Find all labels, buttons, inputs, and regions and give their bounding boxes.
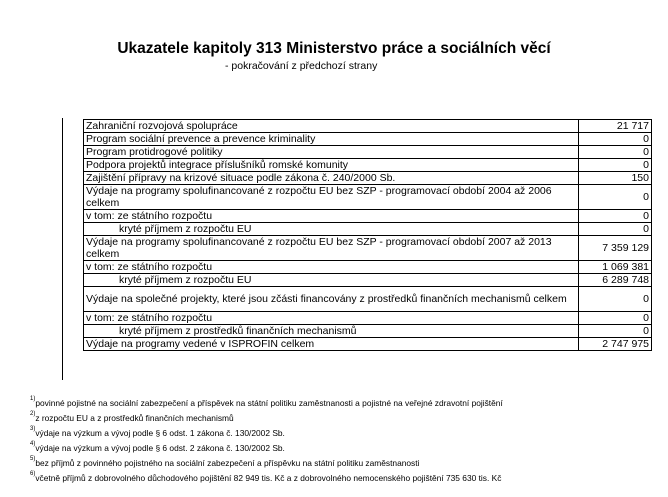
- row-label: v tom: ze státního rozpočtu: [84, 210, 579, 223]
- footnotes: [30, 396, 660, 486]
- left-margin-rule: [62, 118, 63, 380]
- table-row: [84, 120, 652, 133]
- footnote-text: z rozpočtu EU a z prostředků finančních mechanismů: [35, 413, 234, 423]
- footnote: [30, 471, 660, 486]
- row-value: 0: [579, 287, 652, 312]
- table-row: [84, 325, 652, 338]
- footnote-marker: 5): [30, 456, 36, 462]
- indicators-table: [83, 119, 652, 351]
- row-value: 150: [579, 172, 652, 185]
- row-value: 0: [579, 223, 652, 236]
- row-value: 2 747 975: [579, 338, 652, 351]
- table-row: [84, 261, 652, 274]
- footnote-marker: 1): [30, 396, 36, 402]
- row-label: Zajištění přípravy na krizové situace podle zákona č. 240/2000 Sb.: [84, 172, 579, 185]
- footnote-text: bez příjmů z povinného pojistného na sociální zabezpečení a příspěvku na státní politiku zaměstnanosti: [35, 458, 420, 468]
- footnote: [30, 441, 660, 456]
- footnote: [30, 411, 660, 426]
- row-label: v tom: ze státního rozpočtu: [84, 261, 579, 274]
- table-row: [84, 223, 652, 236]
- row-label: Program protidrogové politiky: [84, 146, 579, 159]
- footnote: [30, 426, 660, 441]
- row-value: 0: [579, 159, 652, 172]
- row-label: Výdaje na programy vedené v ISPROFIN celkem: [84, 338, 579, 351]
- row-value: 6 289 748: [579, 274, 652, 287]
- table-row: [84, 312, 652, 325]
- row-value: 0: [579, 146, 652, 159]
- row-value: 21 717: [579, 120, 652, 133]
- footnote-marker: 2): [30, 411, 36, 417]
- row-label: v tom: ze státního rozpočtu: [84, 312, 579, 325]
- row-value: 0: [579, 185, 652, 210]
- row-label: Program sociální prevence a prevence kriminality: [84, 133, 579, 146]
- row-label: Výdaje na programy spolufinancované z rozpočtu EU bez SZP - programovací období 2004 až 2006 celkem: [84, 185, 579, 210]
- table-row: [84, 185, 652, 210]
- table-row: [84, 159, 652, 172]
- row-label: Výdaje na společné projekty, které jsou zčásti financovány z prostředků finančních mechanismů celkem: [84, 287, 579, 312]
- row-label: kryté příjmem z prostředků finančních mechanismů: [84, 325, 579, 338]
- table-row: [84, 133, 652, 146]
- footnote-marker: 4): [30, 441, 36, 447]
- row-value: 7 359 129: [579, 236, 652, 261]
- row-label: kryté příjmem z rozpočtu EU: [84, 274, 579, 287]
- footnote-marker: 3): [30, 426, 36, 432]
- footnote-text: včetně příjmů z dobrovolného důchodového pojištění 82 949 tis. Kč a z dobrovolného nemocenského pojištění 735 630 tis. Kč: [35, 473, 502, 483]
- table-row: [84, 236, 652, 261]
- page-subtitle: - pokračování z předchozí strany: [225, 60, 378, 72]
- table-row: [84, 146, 652, 159]
- row-value: 1 069 381: [579, 261, 652, 274]
- table-row: [84, 274, 652, 287]
- footnote-text: povinné pojistné na sociální zabezpečení a příspěvek na státní politiku zaměstnanosti a pojistné na veřejné zdravotní pojištění: [35, 398, 503, 408]
- row-value: 0: [579, 210, 652, 223]
- table-row: [84, 338, 652, 351]
- footnote-text: výdaje na výzkum a vývoj podle § 6 odst. 2 zákona č. 130/2002 Sb.: [35, 443, 285, 453]
- row-label: kryté příjmem z rozpočtu EU: [84, 223, 579, 236]
- indicators-table-body: [84, 120, 652, 351]
- table-row: [84, 172, 652, 185]
- footnote: [30, 396, 660, 411]
- footnote-marker: 6): [30, 471, 36, 477]
- table-row: [84, 210, 652, 223]
- row-value: 0: [579, 325, 652, 338]
- row-value: 0: [579, 312, 652, 325]
- row-label: Podpora projektů integrace příslušníků romské komunity: [84, 159, 579, 172]
- row-label: Zahraniční rozvojová spolupráce: [84, 120, 579, 133]
- row-value: 0: [579, 133, 652, 146]
- footnote: [30, 456, 660, 471]
- footnote-text: výdaje na výzkum a vývoj podle § 6 odst. 1 zákona č. 130/2002 Sb.: [35, 428, 285, 438]
- row-label: Výdaje na programy spolufinancované z rozpočtu EU bez SZP - programovací období 2007 až 2013 celkem: [84, 236, 579, 261]
- table-row: [84, 287, 652, 312]
- page-title: Ukazatele kapitoly 313 Ministerstvo práce a sociálních věcí: [117, 40, 551, 57]
